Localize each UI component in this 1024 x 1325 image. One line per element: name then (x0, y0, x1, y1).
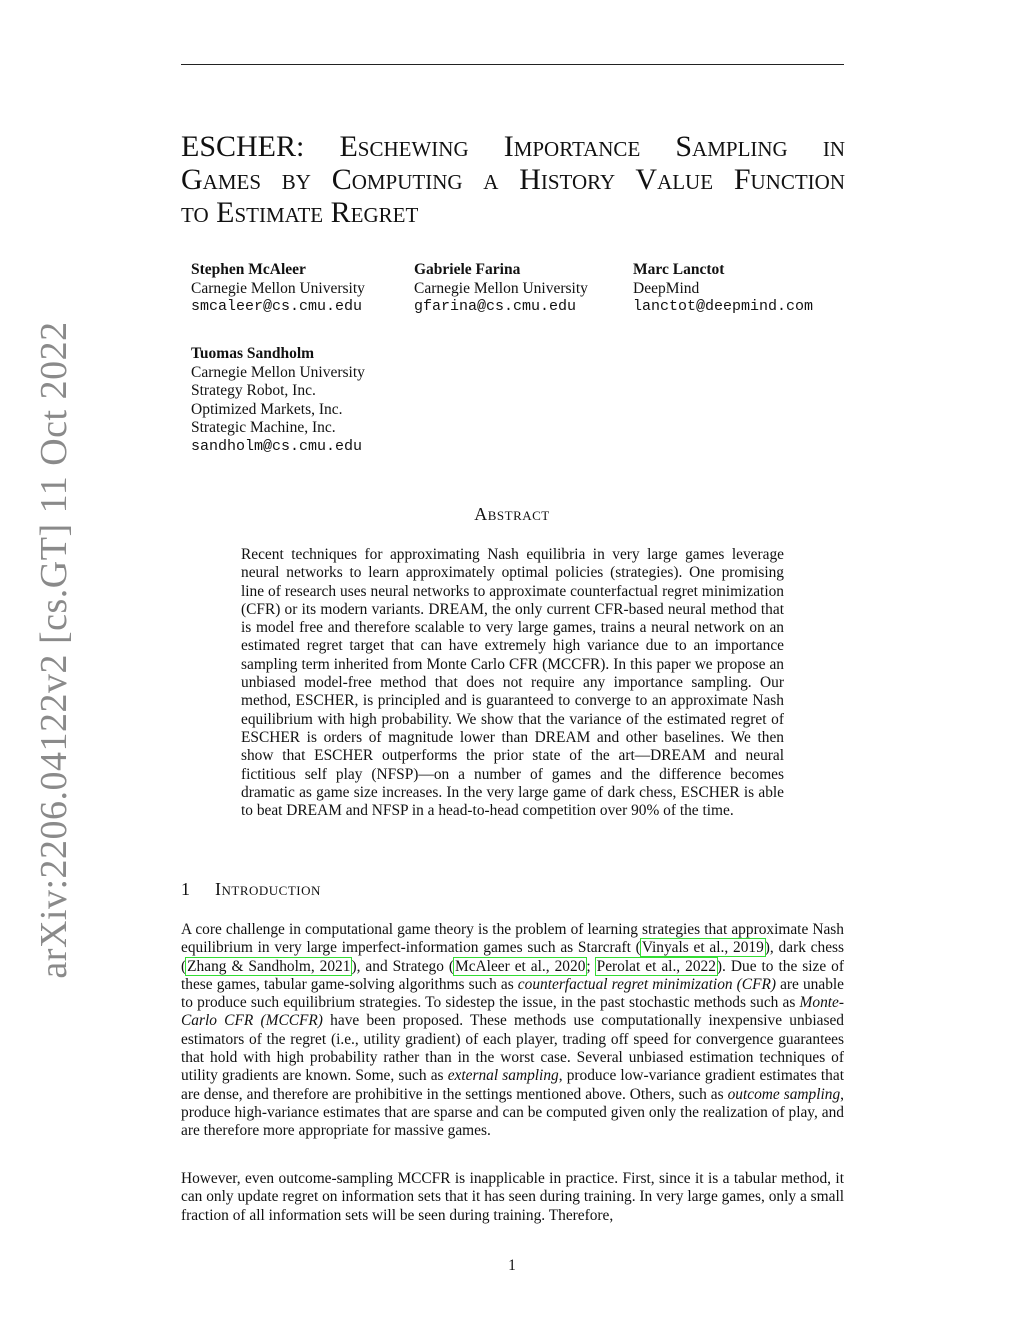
author-email: sandholm@cs.cmu.edu (191, 437, 363, 455)
intro-paragraph-2: However, even outcome-sampling MCCFR is inapplicable in practice. First, since it is a tabular method, it can only update regret on information sets that it has seen during training. In very large games, only a small fraction of all information sets will be seen during training. Therefore, (181, 1170, 844, 1224)
author-block-farina (414, 261, 588, 317)
abstract-heading: Abstract (474, 504, 550, 524)
citation-link[interactable]: Perolat et al., 2022 (596, 957, 716, 975)
section-number: 1 (181, 879, 191, 899)
abstract-body: Recent techniques for approximating Nash equilibria in very large games leverage neural networks to learn approximately optimal policies (strategies). One promising line of research uses neural networks to approximate counterfactual regret minimization (CFR) or its modern variants. DREAM, the only current CFR-based neural method that is model free and therefore scalable to very large games, trains a neural network on an estimated regret target that can have extremely high variance due to an importance sampling term inherited from Monte Carlo CFR (MCCFR). In this paper we propose an unbiased model-free method that does not require any importance sampling. Our method, ESCHER, is principled and is guaranteed to converge to an approximate Nash equilibrium with high probability. We show that the variance of the estimated regret of ESCHER is orders of magnitude lower than DREAM and other baselines. We then show that ESCHER outperforms the prior state of the art—DREAM and neural fictitious self play (NFSP)—on a number of games and the difference becomes dramatic as game size increases. In the very large game of dark chess, ESCHER is able to beat DREAM and NFSP in a head-to-head competition over 90% of the time. (241, 546, 784, 820)
emphasis-term: external sampling (447, 1067, 559, 1085)
author-block-sandholm (191, 345, 365, 456)
author-name: Gabriele Farina (414, 261, 521, 278)
author-name: Marc Lanctot (633, 261, 725, 278)
section-heading-introduction (181, 879, 321, 900)
title-line-3: to Estimate Regret (181, 196, 419, 229)
top-rule (181, 64, 844, 65)
author-affiliation: Strategic Machine, Inc. (191, 419, 336, 436)
author-email: smcaleer@cs.cmu.edu (191, 298, 363, 315)
author-affiliation: DeepMind (633, 279, 700, 297)
author-affiliation: Strategy Robot, Inc. (191, 382, 316, 399)
author-name: Stephen McAleer (191, 261, 306, 278)
title-line-1: ESCHER: Eschewing Importance Sampling in (181, 130, 845, 163)
author-affiliation: Carnegie Mellon University (414, 279, 588, 297)
author-block-mcaleer (191, 261, 365, 317)
author-email: gfarina@cs.cmu.edu (414, 298, 577, 315)
paper-title (181, 130, 845, 229)
citation-link[interactable]: McAleer et al., 2020 (455, 957, 586, 975)
citation-link[interactable]: Zhang & Sandholm, 2021 (187, 957, 351, 975)
emphasis-term: outcome sampling (727, 1085, 841, 1103)
author-email: lanctot@deepmind.com (633, 298, 814, 315)
section-title: Introduction (215, 879, 321, 899)
emphasis-term: Monte-Carlo CFR (MCCFR) (181, 994, 844, 1030)
author-affiliation: Carnegie Mellon University (191, 363, 365, 381)
intro-paragraph-1: A core challenge in computational game theory is the problem of learning strategies that approximate Nash equilibrium in very large imperfect-information games such as Starcraft (Vinyals et al., 2019), dark chess (Zhang & Sandholm, 2021), and Stratego (McAleer et al., 2020; Perolat et al., 2022). Due to the size of these games, tabular game-solving algorithms such as counterfactual regret minimization (CFR) are unable to produce such equilibrium strategies. To sidestep the issue, in the past stochastic methods such as Monte-Carlo CFR (MCCFR) have been proposed. These methods use computationally inexpensive unbiased estimators of the regret (i.e., utility gradient) of each player, trading off speed for convergence guarantees that hold with high probability rather than in the worst case. Several unbiased estimation techniques of utility gradients are known. Some, such as external sampling, produce low-variance gradient estimates that are dense, and therefore are prohibitive in the settings mentioned above. Others, such as outcome sampling, produce high-variance estimates that are sparse and can be computed given only the realization of play, and are therefore more appropriate for massive games. (181, 921, 845, 1140)
citation-link[interactable]: Vinyals et al., 2019 (641, 939, 764, 957)
emphasis-term: counterfactual regret minimization (CFR) (517, 975, 776, 993)
author-name: Tuomas Sandholm (191, 345, 315, 362)
author-block-lanctot (633, 261, 813, 317)
author-affiliation: Optimized Markets, Inc. (191, 400, 343, 418)
arxiv-identifier-stamp: arXiv:2206.04122v2 [cs.GT] 11 Oct 2022 (33, 321, 75, 979)
author-affiliation: Carnegie Mellon University (191, 279, 365, 297)
page-number: 1 (508, 1257, 516, 1274)
title-line-2: Games by Computing a History Value Function (181, 163, 845, 196)
